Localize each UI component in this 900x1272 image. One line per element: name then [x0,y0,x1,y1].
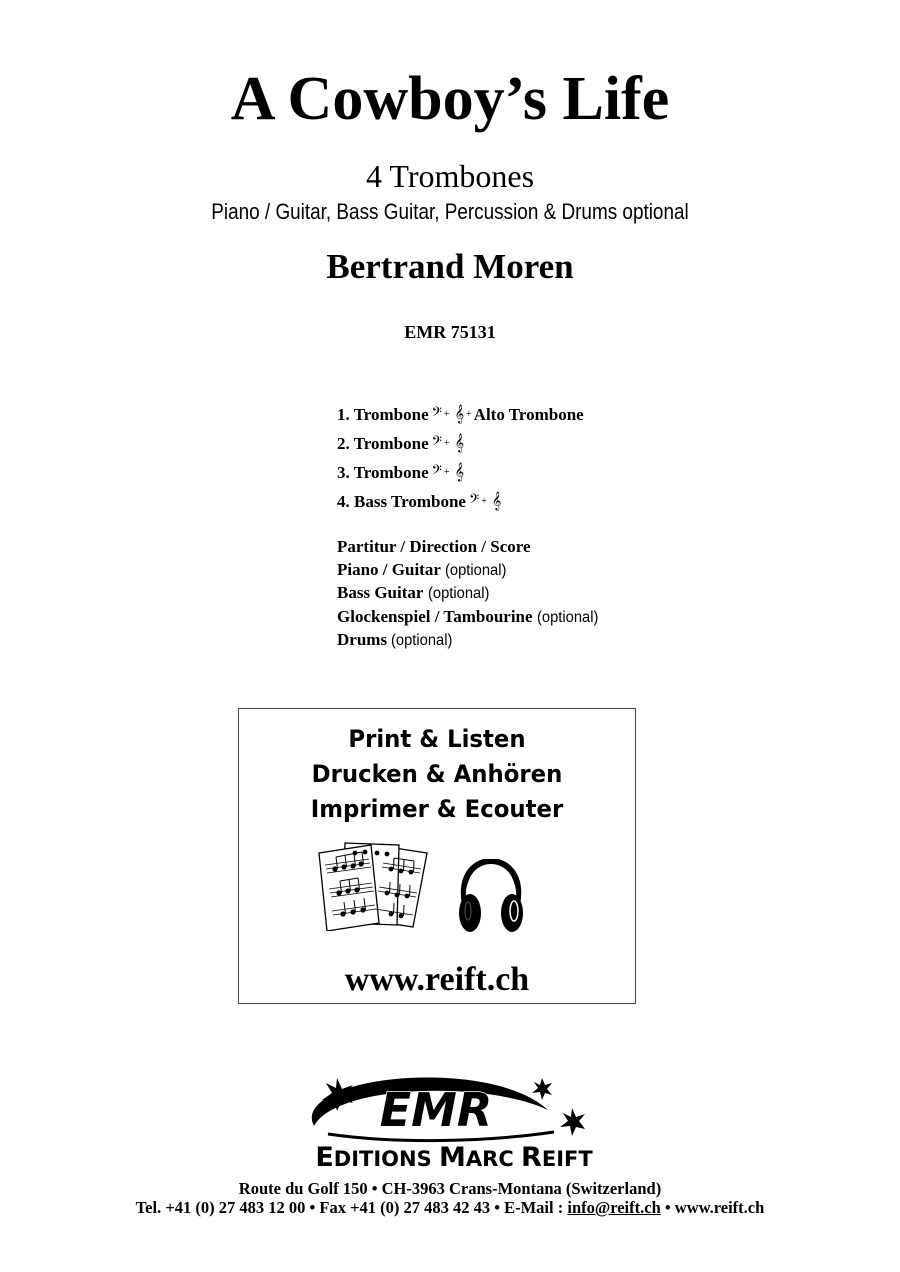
promo-line: Imprimer & Ecouter [310,795,564,823]
bass-clef-icon: 𝄢 [431,405,442,423]
treble-clef-icon: 𝄞 [454,463,465,481]
plus-sign: + [443,438,450,449]
extra-name: Partitur / Direction / Score [337,537,531,556]
plus-sign: + [443,467,450,478]
plus-sign: + [443,409,450,420]
composer-name: Bertrand Moren [326,247,574,286]
bass-clef-icon: 𝄢 [468,492,480,510]
part-label: 2. Trombone [337,433,429,453]
contact-prefix: Tel. +41 (0) 27 483 12 00 • Fax +41 (0) 27 483 42 43 • E-Mail : [135,1198,568,1217]
extra-item [337,629,604,653]
extra-note: (optional) [391,632,453,649]
optional-instruments: Piano / Guitar, Bass Guitar, Percussion & Drums optional [211,199,689,224]
part-line [337,429,584,458]
publisher-contact [0,1198,900,1218]
page-title: A Cowboy’s Life [230,65,670,133]
publisher-name: EDITIONS MARC REIFT [315,1142,593,1170]
promo-line: Print & Listen [348,725,526,753]
treble-clef-icon: 𝄞 [454,434,465,452]
extra-note: (optional) [536,608,599,626]
contact-suffix[interactable]: • www.reift.ch [660,1198,765,1217]
extras-list [337,536,604,653]
website-url[interactable]: www.reift.ch [344,961,530,998]
email-link[interactable]: info@reift.ch [567,1198,661,1217]
part-label: 4. Bass Trombone [337,491,466,511]
publisher-address: Route du Golf 150 • CH-3963 Crans-Montana (Switzerland) [238,1179,662,1198]
extra-name: Bass Guitar [337,583,424,602]
instrumentation: 4 Trombones [365,158,535,194]
extra-note: (optional) [427,585,490,602]
part-extra: Alto Trombone [473,404,584,424]
promo-line: Drucken & Anhören [311,760,563,788]
bass-clef-icon: 𝄢 [431,463,442,481]
sheet-music-icon [317,839,439,931]
part-label: 3. Trombone [337,462,429,482]
bass-clef-icon: 𝄢 [431,434,442,452]
headphones-icon [455,859,527,935]
extra-item [337,606,604,630]
extra-item [337,559,604,583]
extra-note: (optional) [445,561,507,579]
plus-sign: + [481,496,487,507]
catalog-number: EMR 75131 [404,322,496,342]
extra-name: Drums [337,630,388,649]
parts-list [337,400,584,516]
part-line [337,487,584,516]
extra-item [337,536,604,559]
plus-sign: + [466,409,472,420]
print-listen-box [238,708,636,1004]
treble-clef-icon: 𝄞 [491,492,502,510]
logo-text: EMR [379,1083,493,1137]
treble-clef-icon: 𝄞 [454,405,465,423]
part-line [337,400,584,429]
emr-logo [236,1070,676,1170]
extra-name: Glockenspiel / Tambourine [337,606,533,626]
extra-item [337,582,604,606]
extra-name: Piano / Guitar [337,559,441,579]
part-label: 1. Trombone [337,404,429,424]
part-line [337,458,584,487]
